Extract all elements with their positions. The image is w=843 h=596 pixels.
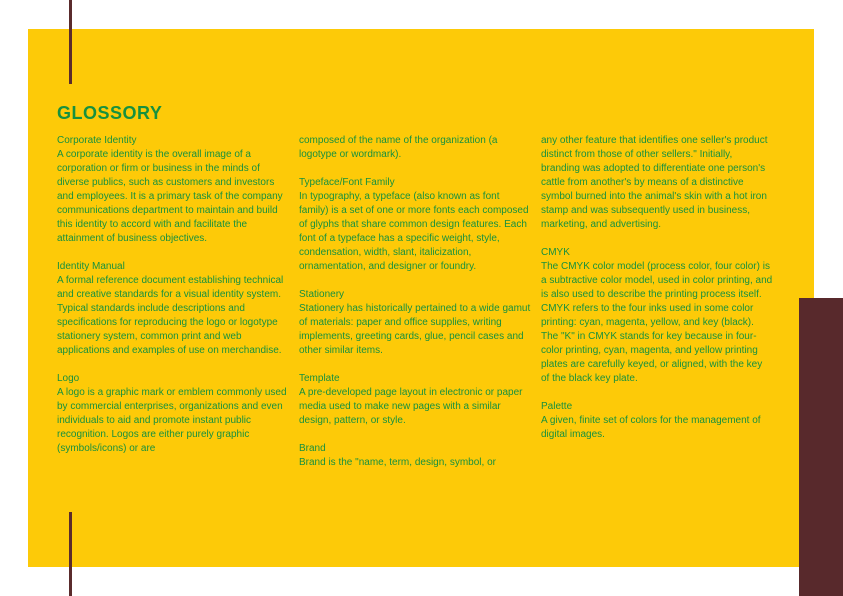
glossary-entry — [57, 372, 289, 456]
entry-term: Brand — [299, 443, 326, 454]
bottom-divider-line — [69, 512, 72, 596]
glossary-entry — [299, 372, 531, 428]
glossary-column-3 — [541, 134, 773, 456]
entry-term: Typeface/Font Family — [299, 177, 395, 188]
glossary-entry — [299, 288, 531, 358]
glossary-entry — [57, 134, 289, 246]
entry-term: Palette — [541, 401, 573, 412]
entry-text: In typography, a typeface (also known as font family) is a set of one or more fonts each composed of glyphs that share common design features. Each font of a typeface has a specific weight, style, condensation, width, slant, italicization, ornamentation, and designer or foundry. — [299, 191, 529, 272]
entry-term: Corporate Identity — [57, 135, 137, 146]
glossary-entry — [57, 260, 289, 358]
glossary-entry — [299, 442, 531, 470]
entry-term: Identity Manual — [57, 261, 125, 272]
entry-text: A logo is a graphic mark or emblem commonly used by commercial enterprises, organizations and even individuals to aid and promote instant public recognition. Logos are either purely graphic (symbols/icons) or are — [57, 387, 287, 454]
entry-text: A corporate identity is the overall image of a corporation or firm or business in the minds of diverse publics, such as customers and investors and employees. It is a primary task of the company communications department to maintain and build this identity to accord with and facilitate the attainment of business objectives. — [57, 149, 283, 244]
entry-text: The CMYK color model (process color, four color) is a subtractive color model, used in color printing, and is also used to describe the printing process itself. CMYK refers to the four inks used in some color printing: cyan, magenta, yellow, and key (black). The "K" in CMYK stands for key because in four-color printing, cyan, magenta, and yellow printing plates are carefully keyed, or aligned, with the key of the black key plate. — [541, 261, 773, 384]
entry-text: any other feature that identifies one seller's product distinct from those of other sellers." Initially, branding was adopted to differentiate one person's cattle from another's by means of a distinctive symbol burned into the animal's skin with a hot iron stamp and was subsequently used in business, marketing, and advertising. — [541, 135, 768, 230]
entry-text: Brand is the "name, term, design, symbol, or — [299, 457, 496, 468]
glossary-entry-continued — [299, 134, 531, 162]
page-title: GLOSSORY — [57, 103, 163, 123]
entry-term: Template — [299, 373, 340, 384]
glossary-column-2 — [299, 134, 531, 484]
entry-term: CMYK — [541, 247, 570, 258]
entry-text: composed of the name of the organization (a logotype or wordmark). — [299, 135, 498, 160]
glossary-column-1 — [57, 134, 289, 470]
glossary-entry — [541, 246, 773, 386]
glossary-entry-continued — [541, 134, 773, 232]
entry-text: Stationery has historically pertained to a wide gamut of materials: paper and office supplies, writing implements, greeting cards, glue, pencil cases and other similar items. — [299, 303, 531, 356]
glossary-entry — [299, 176, 531, 274]
entry-text: A pre-developed page layout in electronic or paper media used to make new pages with a similar design, pattern, or style. — [299, 387, 523, 426]
top-divider-line — [69, 0, 72, 84]
maroon-side-bar — [799, 298, 843, 596]
entry-term: Stationery — [299, 289, 345, 300]
entry-text: A formal reference document establishing technical and creative standards for a visual identity system. Typical standards include descriptions and specifications for reproducing the logo or logotype stationery system, common print and web applications and examples of use on merchandise. — [57, 275, 284, 356]
entry-text: A given, finite set of colors for the management of digital images. — [541, 415, 761, 440]
glossary-entry — [541, 400, 773, 442]
entry-term: Logo — [57, 373, 80, 384]
